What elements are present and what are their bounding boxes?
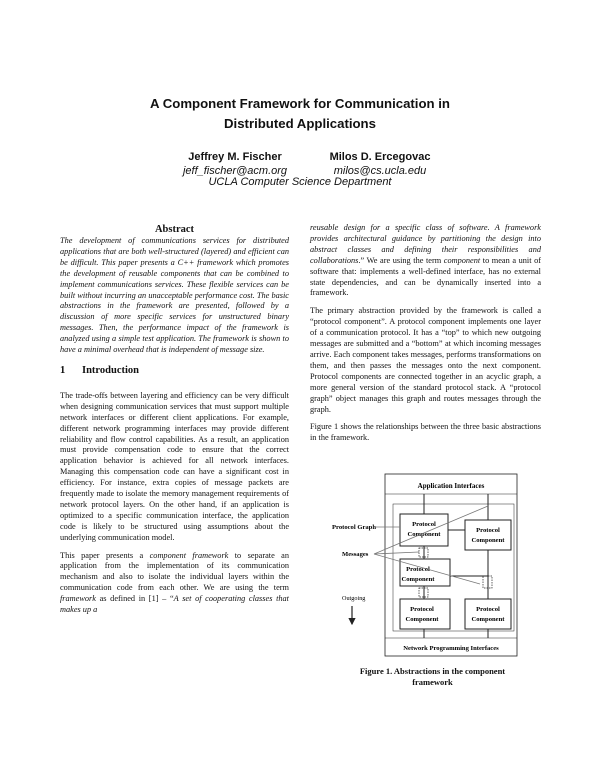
component-box: [400, 559, 450, 586]
component-box: [400, 599, 450, 629]
emphasis: component: [443, 255, 481, 265]
component-label: Protocol: [406, 566, 430, 573]
emphasis: framework: [60, 594, 96, 604]
paper-title: [60, 94, 540, 134]
definition-quote: A set of cooperating classes that makes up a: [60, 594, 289, 615]
intro-paragraph-1: The trade-offs between layering and efficiency can be very difficult when designing communication services that must support multiple network interfaces or different client applications. For example, different network programming interfaces may provide different reliability and flow control capabilities. As a result, an application must provide compensation code to ensure that the correct application behavior is achieved for all network interfaces. Managing this compensation code can have a significant cost in efficiency. For instance, extra copies of message packets are frequently made to isolate the memory management requirements of network protocol layers. On the other hand, if an application is optimized to a specific communication interface, the application code is likely to be structured using assumptions about the underlying communication model.: [60, 390, 289, 542]
right-column: [310, 223, 541, 451]
affiliation: UCLA Computer Science Department: [208, 176, 392, 188]
component-label: Component: [471, 616, 505, 623]
component-label: Component: [471, 537, 505, 544]
app-interfaces-label: Application Interfaces: [417, 482, 485, 490]
text-run: to separate an application from the implementation of its communication mechanism and also to isolate the individual layers within the communication code from each other. We are using the term: [60, 550, 289, 593]
emphasis: component framework: [149, 550, 229, 560]
author-1: [160, 150, 310, 178]
component-label: Protocol: [476, 527, 500, 534]
component-label: Component: [405, 616, 439, 623]
section-heading: [60, 366, 289, 377]
text-run: This paper presents a: [60, 550, 150, 560]
left-column: [60, 223, 289, 623]
intro-paragraph-4: Figure 1 shows the relationships between the three basic abstractions in the framework.: [310, 422, 541, 443]
section-title: Introduction: [82, 364, 139, 376]
section-number: 1: [60, 364, 66, 376]
author-email: milos@cs.ucla.edu: [333, 165, 427, 177]
intro-paragraph-2-cont: [310, 223, 541, 299]
component-label: Protocol: [410, 606, 434, 613]
text-run: as defined in [1] – “: [95, 594, 174, 604]
figure-1-diagram: [330, 466, 535, 666]
component-label: Component: [401, 576, 435, 583]
net-interfaces-label: Network Programming Interfaces: [403, 645, 499, 652]
component-box: [465, 520, 511, 550]
author-name: Jeffrey M. Fischer: [188, 151, 282, 163]
abstract-text: The development of communications services for distributed applications that are both well-structured (layered) and efficient can be difficult. This paper presents a C++ framework which promotes the development of reusable components that can be combined to implement communications services. These flexible services can be built without incurring an unacceptable performance cost. The basic abstractions in the framework are presented, followed by a discussion of more specific services for unstructured binary messages. Then, the performance impact of the framework is analyzed using a simple test application. The framework is shown to have a minimal overhead that is independent of message size.: [60, 236, 289, 355]
text-run: .” We are using the term: [358, 255, 444, 265]
author-email: jeff_fischer@acm.org: [182, 165, 288, 177]
caption-line: framework: [412, 677, 453, 687]
abstract-heading: Abstract: [154, 224, 195, 235]
text-run: to mean a unit of software that: implements a well-defined interface, has no external state dependencies, and can be dynamically inserted into a framework.: [310, 255, 541, 298]
component-box: [400, 514, 448, 546]
title-line-1: A Component Framework for Communication in: [150, 96, 450, 111]
title-line-2: Distributed Applications: [224, 116, 376, 131]
caption-line: Figure 1. Abstractions in the component: [359, 666, 506, 676]
protocol-graph-label: Protocol Graph: [332, 524, 377, 531]
definition-quote-cont: reusable design for a specific class of software. A framework provides architectural guidance by partitioning the design into abstract classes and defining their responsibilities and collaborations: [310, 223, 541, 265]
figure-1-caption: [330, 666, 535, 688]
component-label: Protocol: [412, 521, 436, 528]
outgoing-label: Outgoing: [342, 595, 366, 602]
messages-label: Messages: [342, 551, 369, 558]
component-box: [465, 599, 511, 629]
author-2: [305, 150, 455, 178]
component-label: Protocol: [476, 606, 500, 613]
intro-paragraph-2: [60, 551, 289, 616]
component-label: Component: [407, 531, 441, 538]
author-name: Milos D. Ercegovac: [329, 151, 431, 163]
intro-paragraph-3: The primary abstraction provided by the framework is called a “protocol component”. A protocol component implements one layer of a communication protocol. It has a “top” to which new outgoing messages are submitted and a “bottom” at which incoming messages arrive. Each component takes messages, performs transformations on them, and then passes the messages onto the next component. Protocol components are connected together in an acyclic graph, a more general version of the standard protocol stack. A “protocol graph” object manages this graph and routes messages through the graph.: [310, 306, 541, 414]
